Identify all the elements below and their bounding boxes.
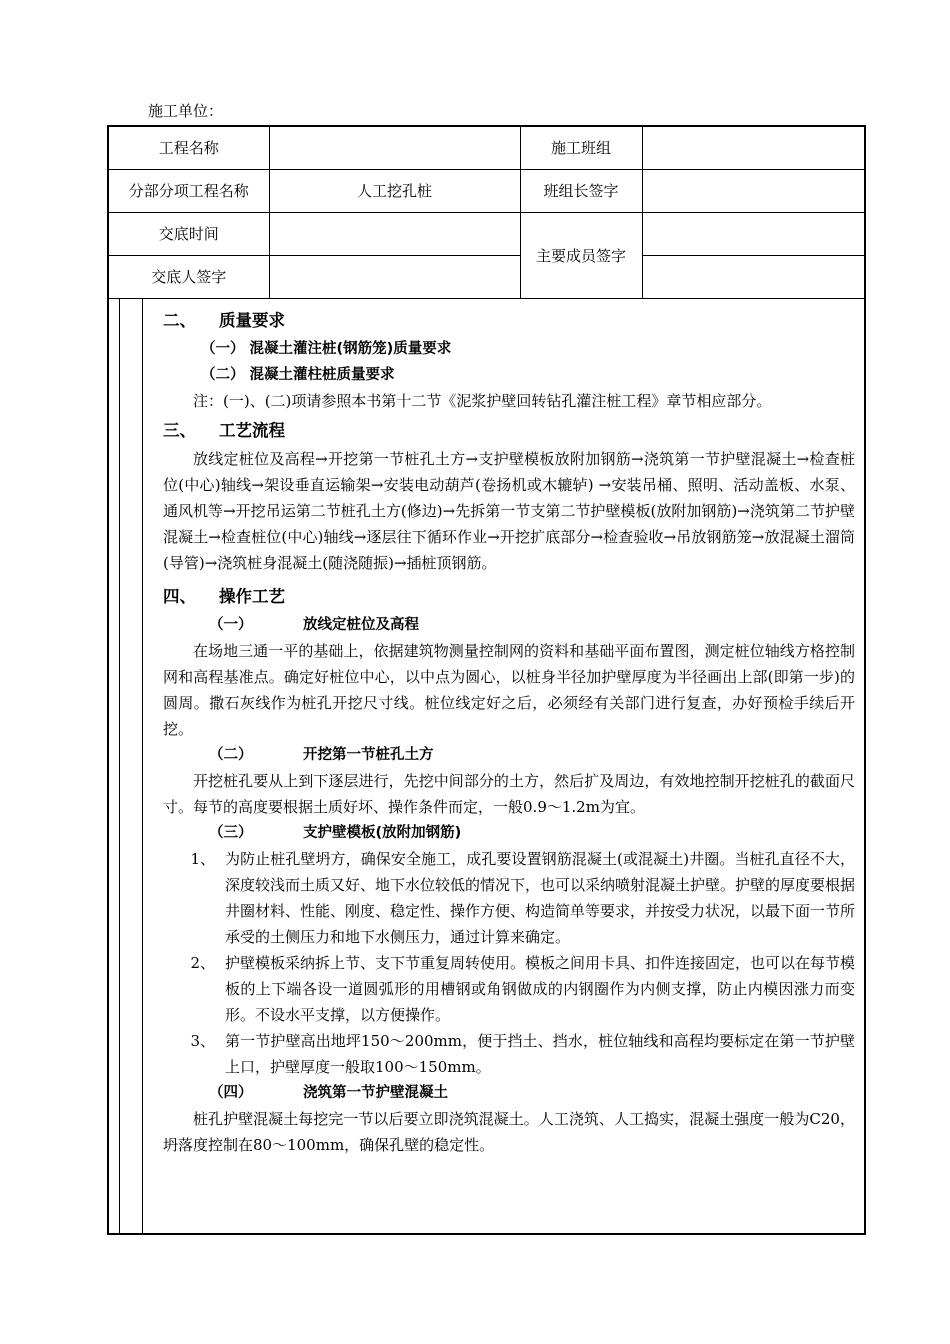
briefing-form: [107, 125, 866, 1235]
list-item-number: 3、: [190, 1032, 215, 1050]
section-2-number: 二、: [163, 311, 196, 330]
briefing-time-field[interactable]: [269, 212, 520, 255]
list-item-text: 护壁模板采纳拆上节、支下节重复周转使用。模板之间用卡具、扣件连接固定，也可以在每节模板的上下端各设一道圆弧形的用槽钢或角钢做成的内钢圈作为内侧支撑，防止内模因涨力而变形。不设水平支撑，以方便操作。: [225, 954, 856, 1024]
project-name-field[interactable]: [269, 127, 520, 169]
section-3-title: 工艺流程: [219, 421, 285, 440]
section-4-heading: [163, 582, 855, 612]
section-4-2-title: （二） 开挖第一节桩孔土方: [209, 747, 434, 763]
briefer-sign-field[interactable]: [269, 255, 520, 298]
list-item: [163, 950, 855, 1028]
members-sign-field-1[interactable]: [642, 212, 864, 255]
briefing-content-area: [109, 298, 864, 1233]
section-4-1-title: （一） 放线定桩位及高程: [209, 617, 419, 633]
leader-sign-label: 班组长签字: [520, 169, 642, 212]
members-sign-field-2[interactable]: [642, 255, 864, 298]
list-item-number: 1、: [190, 850, 215, 868]
list-item: [163, 846, 855, 950]
list-item-text: 为防止桩孔壁坍方，确保安全施工，成孔要设置钢筋混凝土(或混凝土)井圈。当桩孔直径不大，深度较浅而土质又好、地下水位较低的情况下，也可以采纳喷射混凝土护壁。护壁的厚度要根据井圈材料、性能、刚度、稳定性、操作方便、构造简单等要求，并按受力状况，以最下面一节所承受的土侧压力和地下水侧压力，通过计算来确定。: [225, 850, 856, 946]
section-4-3-title: （三） 支护壁模板(放附加钢筋): [209, 825, 462, 841]
section-4-4-title: （四） 浇筑第一节护壁混凝土: [209, 1085, 448, 1101]
leader-sign-field[interactable]: [642, 169, 864, 212]
list-item: [163, 1028, 855, 1080]
team-label: 施工班组: [520, 127, 642, 169]
section-3-text: 放线定桩位及高程→开挖第一节桩孔土方→支护壁模板放附加钢筋→浇筑第一节护壁混凝土→检查桩位(中心)轴线→架设垂直运输架→安装电动葫芦(卷扬机或木辘轳) →安装吊桶、照明、活动盖板、水泵、通风机等→开挖吊运第二节桩孔土方(修边)→先拆第一节支第二节护壁模板(放附加钢筋)→浇筑第二节护壁混凝土→检查桩位(中心)轴线→逐层往下循环作业→开挖扩底部分→检查验收→吊放钢筋笼→放混凝土溜筒(导管)→浇筑桩身混凝土(随浇随振)→插桩顶钢筋。: [163, 450, 855, 572]
construction-unit-label: 施工单位：: [148, 102, 224, 120]
section-2-2-title: （二） 混凝土灌柱桩质量要求: [201, 367, 395, 383]
section-2-heading: [163, 306, 855, 336]
section-4-1-text: 在场地三通一平的基础上，依据建筑物测量控制网的资料和基础平面布置图，测定桩位轴线方格控制网和高程基准点。确定好桩位中心，以中点为圆心，以桩身半径加护壁厚度为半径画出上部(即第一步)的圆周。撒石灰线作为桩孔开挖尺寸线。桩位线定好之后，必须经有关部门进行复查，办好预检手续后开挖。: [163, 642, 855, 738]
section-4-2-text: 开挖桩孔要从上到下逐层进行，先挖中间部分的土方，然后扩及周边，有效地控制开挖桩孔的截面尺寸。每节的高度要根据土质好坏、操作条件而定，一般0.9～1.2m为宜。: [163, 772, 855, 816]
briefing-time-label: 交底时间: [109, 212, 269, 255]
header-table: [109, 127, 864, 299]
subproject-value: 人工挖孔桩: [269, 169, 520, 212]
section-2-title: 质量要求: [219, 311, 285, 330]
section-4-title: 操作工艺: [219, 587, 285, 606]
section-4-number: 四、: [163, 587, 196, 606]
section-3-number: 三、: [163, 421, 196, 440]
section-3-heading: [163, 416, 855, 446]
section-4-4-text: 桩孔护壁混凝土每挖完一节以后要立即浇筑混凝土。人工浇筑、人工捣实，混凝土强度一般为C20，坍落度控制在80～100mm，确保孔壁的稳定性。: [163, 1110, 855, 1154]
members-sign-label: 主要成员签字: [520, 212, 642, 298]
list-item-number: 2、: [190, 954, 215, 972]
subproject-label: 分部分项工程名称: [109, 169, 269, 212]
list-item-text: 第一节护壁高出地坪150～200mm，便于挡土、挡水，桩位轴线和高程均要标定在第一节护壁上口，护壁厚度一般取100～150mm。: [225, 1032, 855, 1076]
briefing-content: [163, 306, 855, 1158]
section-2-1-title: （一） 混凝土灌注桩(钢筋笼)质量要求: [201, 341, 452, 357]
project-name-label: 工程名称: [109, 127, 269, 169]
margin-rule-lines: [119, 298, 143, 1233]
team-field[interactable]: [642, 127, 864, 169]
section-2-note: 注：(一)、(二)项请参照本书第十二节《泥浆护壁回转钻孔灌注桩工程》章节相应部分。: [193, 392, 772, 410]
briefer-sign-label: 交底人签字: [109, 255, 269, 298]
